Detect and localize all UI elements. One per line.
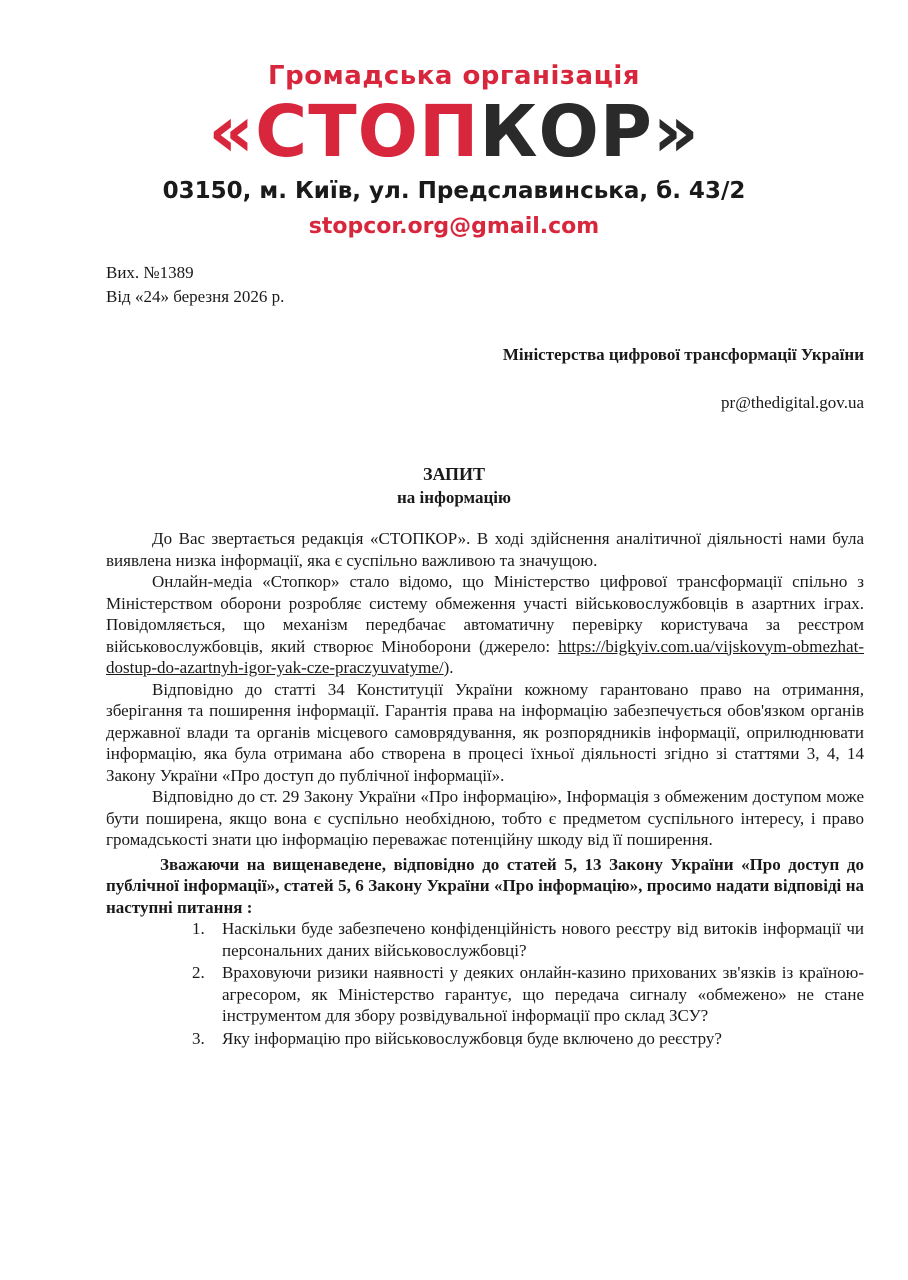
recipient-name: Міністерства цифрової трансформації України — [502, 345, 864, 364]
paragraph-source-text: Онлайн-медіа «Стопкор» стало відомо, що Міністерство цифрової трансформації спільно з Міністерством оборони розробляє систему обмеження участі військовослужбовців в азартних іграх. Повідомляється, що механізм передбачає автоматичну перевірку користувача за реєстром військовослужбовців, який створює Міноборони (джерело: — [106, 572, 864, 656]
list-item — [192, 962, 864, 1027]
list-item-text: Яку інформацію про військовослужбовця буде включено до реєстру? — [222, 1028, 722, 1048]
list-item-text: Враховуючи ризики наявності у деяких онлайн-казино прихованих зв'язків із країною-агресором, як Міністерство гарантує, що передача сигналу «обмежено» не стане інструментом для збору розвідувальної інформації про склад ЗСУ? — [222, 963, 864, 1025]
paragraph-constitution: Відповідно до статті 34 Конституції України кожному гарантовано право на отримання, зберігання та поширення інформації. Гарантія права на інформацію забезпечується обов'язком органів державної влади та органів місцевого самоврядування, як розпорядників інформації, оприлюднювати інформацію, яка була отримана або створена в процесі їхньої діяльності згідно зі статтями 3, 4, 14 Закону України «Про доступ до публічної інформації». — [106, 679, 864, 785]
recipient-email: pr@thedigital.gov.ua — [721, 393, 864, 412]
outgoing-number: Вих. №1389 — [106, 263, 194, 282]
document-title — [0, 462, 908, 510]
list-item-number: 3. — [192, 1028, 205, 1048]
title-line2: на інформацію — [397, 488, 511, 507]
list-item-text: Наскільки буде забезпечено конфіденційність нового реєстру від витоків інформації чи персональних даних військовослужбовці? — [222, 919, 864, 960]
org-email: stopcor.org@gmail.com — [308, 214, 600, 239]
title-line1: ЗАПИТ — [422, 464, 486, 484]
quote-close: » — [652, 90, 700, 173]
list-item-number: 2. — [192, 963, 205, 982]
outgoing-date: Від «24» березня 2026 р. — [106, 287, 285, 306]
recipient — [503, 343, 864, 415]
questions-list — [106, 918, 864, 1049]
paragraph-source-end: ). — [443, 658, 454, 677]
source-link[interactable]: https://bigkyiv.com.ua/vijskovym-obmezhat-dostup-do-azartnyh-igor-yak-cze-praczyuvatyme/ — [106, 636, 864, 677]
org-address: 03150, м. Київ, ул. Предславинська, б. 43/2 — [162, 178, 746, 204]
paragraph-law: Відповідно до ст. 29 Закону України «Про інформацію», Інформація з обмеженим доступом може бути поширена, якщо вона є суспільно необхідною, тобто є предметом суспільного інтересу, і право громадськості знати цю інформацію переважає потенційну шкоду від її поширення. — [106, 787, 864, 849]
org-name-logo — [0, 90, 908, 173]
document-body — [106, 528, 864, 1050]
org-type: Громадська організація — [268, 61, 640, 91]
list-item-number: 1. — [192, 919, 205, 938]
quote-open: « — [208, 90, 256, 173]
paragraph-request: Зважаючи на вищенаведене, відповідно до статей 5, 13 Закону України «Про доступ до публічної інформації», статей 5, 6 Закону України «Про інформацію», просимо надати відповіді на наступні питання : — [106, 854, 864, 917]
paragraph-intro: До Вас звертається редакція «СТОПКОР». В ході здійснення аналітичної діяльності нами була виявлена низка інформації, яка є суспільно важливою та значущою. — [106, 529, 864, 570]
letterhead — [0, 58, 908, 244]
org-name-dark: КОР — [479, 90, 653, 173]
org-name-red: СТОП — [255, 90, 480, 173]
outgoing-info — [106, 261, 284, 309]
list-item — [192, 918, 864, 961]
paragraph-source — [106, 571, 864, 679]
list-item — [192, 1028, 864, 1050]
